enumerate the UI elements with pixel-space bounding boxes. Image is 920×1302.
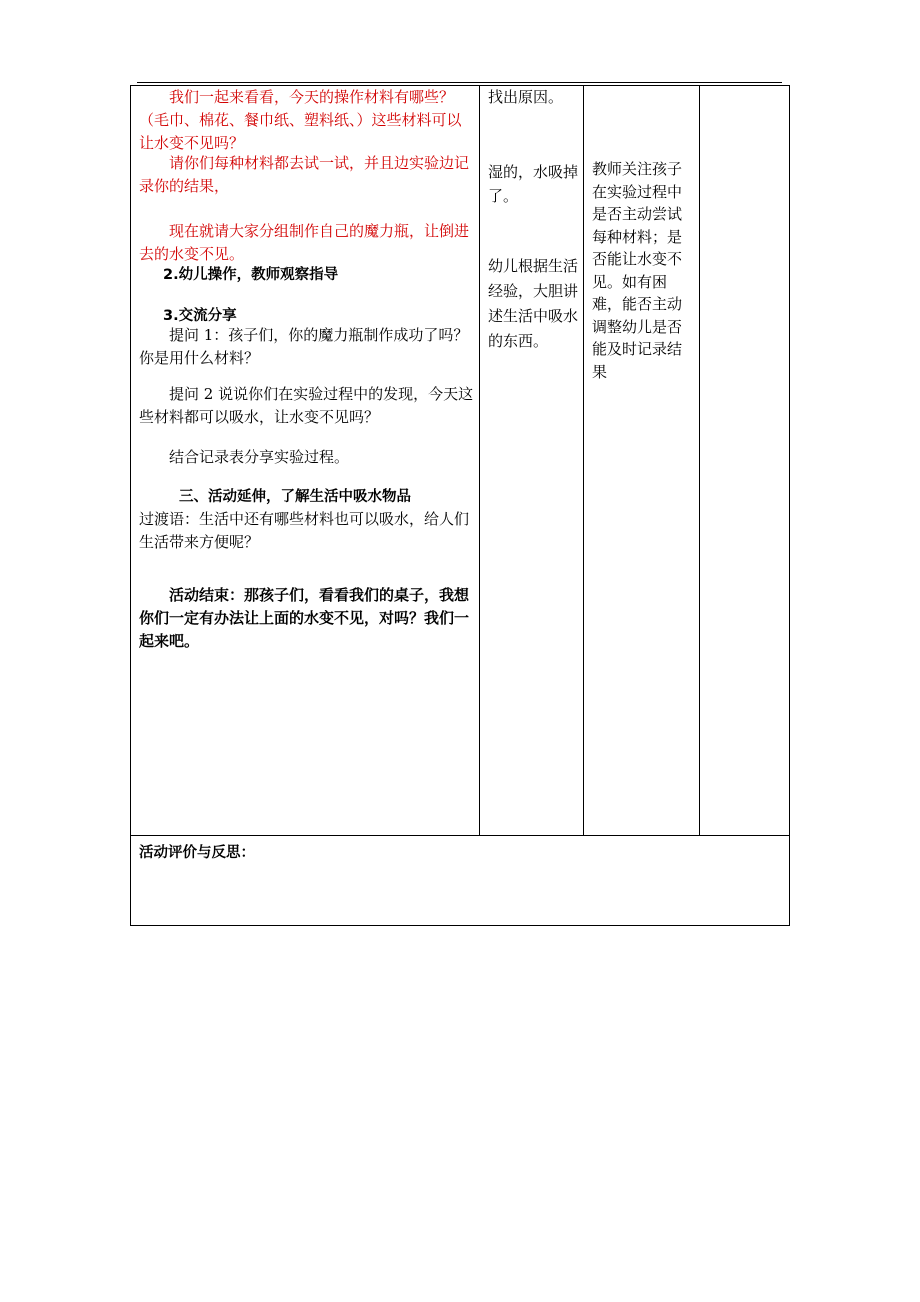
- child-response-3: 幼儿根据生活经验，大胆讲述生活中吸水的东西。: [488, 257, 579, 350]
- lesson-table: [130, 85, 790, 926]
- transition-text: 过渡语：生活中还有哪些材料也可以吸水，给人们生活带来方便呢？: [139, 510, 470, 551]
- column-divider: [699, 86, 700, 835]
- child-response-1: 找出原因。: [488, 88, 564, 106]
- row-divider: [131, 835, 789, 836]
- column-divider: [583, 86, 584, 835]
- question-1: 提问 1：孩子们，你的魔力瓶制作成功了吗？你是用什么材料？: [139, 326, 469, 367]
- section-heading-extension: 三、活动延伸，了解生活中吸水物品: [179, 489, 411, 505]
- experiment-instruction: 请你们每种材料都去试一试，并且边实验边记录你的结果，: [139, 154, 470, 195]
- column-divider: [479, 86, 480, 835]
- evaluation-label-text: 活动评价与反思：: [139, 845, 255, 861]
- top-border-line: [137, 82, 782, 83]
- question-2: 提问 2 说说你们在实验过程中的发现，今天这些材料都可以吸水，让水变不见吗？: [139, 385, 474, 426]
- teacher-observation: 教师关注孩子在实验过程中是否主动尝试每种材料；是否能让水变不见。如有困难，能否主动调整幼儿是否能及时记录结果: [592, 160, 683, 381]
- section-heading-operation: 2.幼儿操作，教师观察指导: [163, 267, 339, 283]
- group-task-instruction: 现在就请大家分组制作自己的魔力瓶，让倒进去的水变不见。: [139, 222, 470, 263]
- section-heading-sharing: 3.交流分享: [163, 308, 237, 324]
- child-response-2: 湿的，水吸掉了。: [488, 163, 579, 205]
- share-process: 结合记录表分享实验过程。: [169, 448, 350, 466]
- activity-ending: 活动结束：那孩子们，看看我们的桌子，我想你们一定有办法让上面的水变不见，对吗？我们一起来吧。: [139, 586, 470, 650]
- evaluation-label: [139, 842, 255, 865]
- materials-question: 我们一起来看看，今天的操作材料有哪些？（毛巾、棉花、餐巾纸、塑料纸、）这些材料可以让水变不见吗？: [139, 88, 462, 152]
